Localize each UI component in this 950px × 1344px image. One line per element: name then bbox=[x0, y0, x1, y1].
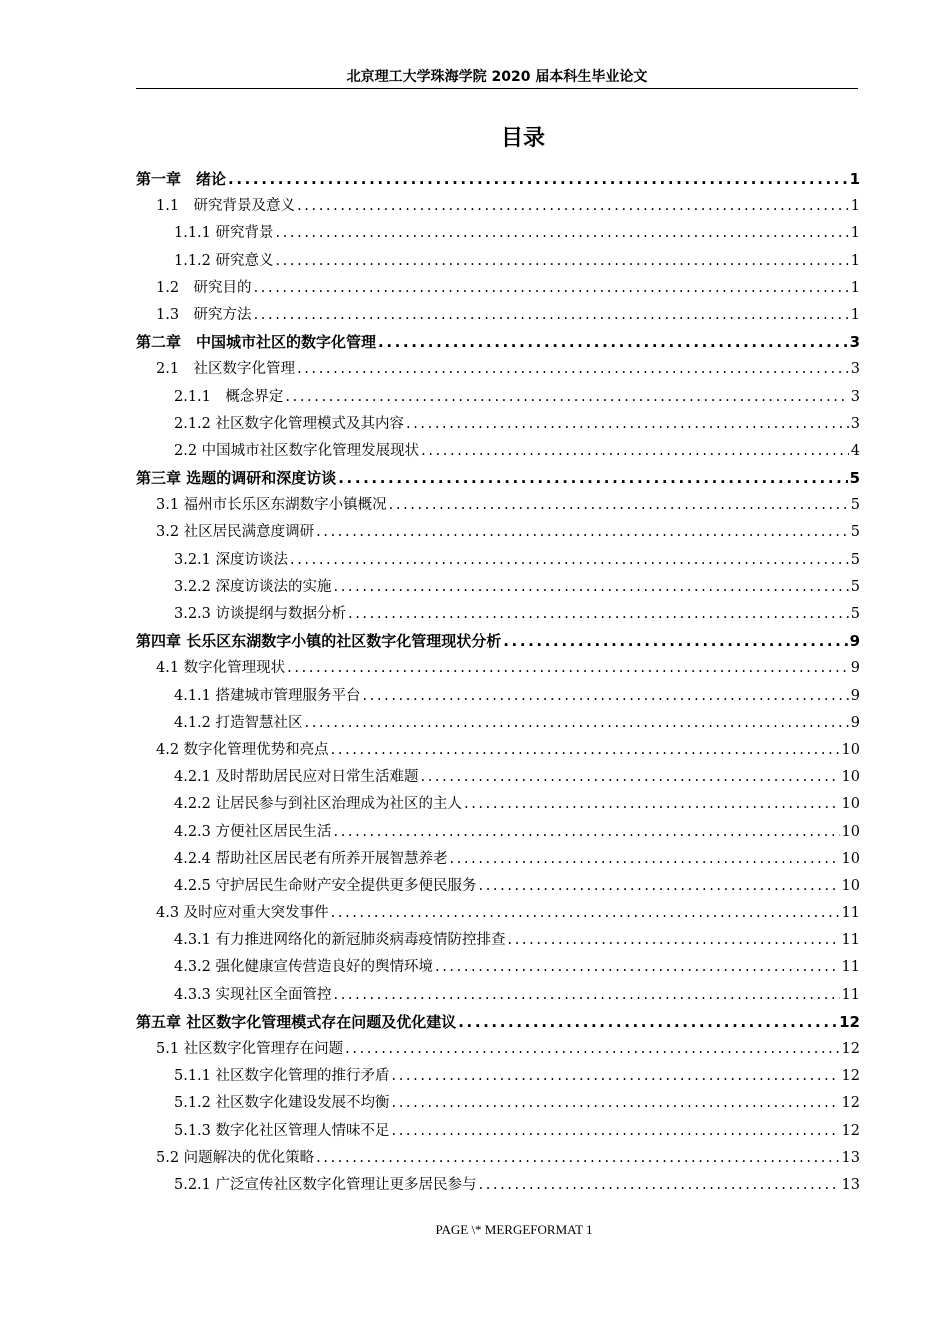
dot-leader bbox=[334, 574, 849, 601]
toc-entry[interactable] bbox=[136, 683, 860, 710]
toc-entry-page-number: 1 bbox=[850, 225, 860, 242]
toc-entry-page-number: 1 bbox=[850, 306, 860, 323]
toc-entry-label: 5.2.1 广泛宣传社区数字化管理让更多居民参与 bbox=[174, 1176, 477, 1193]
toc-entry[interactable] bbox=[136, 819, 860, 846]
dot-leader bbox=[338, 465, 847, 492]
toc-entry-label: 1.3 研究方法 bbox=[156, 306, 252, 323]
toc-entry[interactable] bbox=[136, 220, 860, 247]
toc-entry-page-number: 5 bbox=[850, 606, 860, 622]
toc-entry-page-number: 11 bbox=[841, 986, 860, 1003]
toc-entry-label: 4.2.2 让居民参与到社区治理成为社区的主人 bbox=[174, 796, 463, 813]
toc-entry-page-number: 4 bbox=[850, 442, 860, 459]
toc-entry-page-number: 5 bbox=[849, 469, 860, 488]
toc-entry[interactable] bbox=[136, 791, 860, 818]
toc-entry-page-number: 10 bbox=[841, 769, 860, 786]
dot-leader bbox=[348, 601, 849, 628]
dot-leader bbox=[464, 791, 840, 818]
toc-entry-label: 2.1.1 概念界定 bbox=[174, 388, 284, 405]
toc-entry-page-number: 12 bbox=[841, 1068, 860, 1085]
toc-entry-page-number: 1 bbox=[849, 170, 860, 188]
toc-entry-page-number: 12 bbox=[841, 1095, 860, 1112]
toc-entry-page-number: 3 bbox=[850, 361, 860, 378]
toc-entry[interactable] bbox=[136, 764, 860, 791]
toc-entry[interactable] bbox=[136, 329, 860, 356]
toc-entry[interactable] bbox=[136, 465, 860, 492]
dot-leader bbox=[334, 819, 840, 846]
dot-leader bbox=[406, 411, 849, 438]
toc-entry-label: 1.1.2 研究意义 bbox=[174, 252, 274, 269]
toc-entry-label: 1.1.1 研究背景 bbox=[174, 225, 274, 242]
toc-entry[interactable] bbox=[136, 193, 860, 220]
toc-entry[interactable] bbox=[136, 438, 860, 465]
toc-entry[interactable] bbox=[136, 356, 860, 383]
header-title: 北京理工大学珠海学院 2020 届本科生毕业论文 bbox=[346, 69, 648, 85]
toc-entry[interactable] bbox=[136, 846, 860, 873]
page-header bbox=[136, 68, 858, 89]
toc-entry-label: 5.1.3 数字化社区管理人情味不足 bbox=[174, 1122, 390, 1139]
toc-entry[interactable] bbox=[136, 1036, 860, 1063]
dot-leader bbox=[297, 193, 849, 220]
toc-entry[interactable] bbox=[136, 248, 860, 275]
dot-leader bbox=[479, 1172, 840, 1199]
dot-leader bbox=[392, 1063, 840, 1090]
dot-leader bbox=[421, 764, 840, 791]
dot-leader bbox=[285, 384, 848, 411]
toc-entry-page-number: 1 bbox=[850, 279, 860, 296]
dot-leader bbox=[316, 519, 849, 546]
toc-entry-label: 第三章 选题的调研和深度访谈 bbox=[136, 469, 337, 488]
toc-entry-label: 4.2.5 守护居民生命财产安全提供更多便民服务 bbox=[174, 877, 477, 894]
toc-entry[interactable] bbox=[136, 574, 860, 601]
toc-entry-page-number: 9 bbox=[850, 687, 860, 704]
dot-leader bbox=[389, 492, 849, 519]
dot-leader bbox=[290, 547, 849, 574]
toc-entry[interactable] bbox=[136, 1172, 860, 1199]
dot-leader bbox=[363, 683, 849, 710]
toc-entry-page-number: 3 bbox=[849, 333, 860, 352]
dot-leader bbox=[287, 655, 849, 682]
toc-entry[interactable] bbox=[136, 275, 860, 302]
toc-entry-page-number: 5 bbox=[850, 524, 860, 541]
toc-entry-page-number: 12 bbox=[841, 1041, 860, 1057]
toc-entry-label: 3.2.2 深度访谈法的实施 bbox=[174, 578, 332, 595]
dot-leader bbox=[254, 275, 849, 302]
toc-entry[interactable] bbox=[136, 628, 860, 655]
toc-entry-page-number: 10 bbox=[841, 796, 860, 813]
table-of-contents bbox=[136, 166, 860, 1199]
toc-title: 目录 bbox=[500, 126, 545, 151]
toc-entry[interactable] bbox=[136, 710, 860, 737]
toc-entry-label: 3.2.1 深度访谈法 bbox=[174, 551, 289, 568]
toc-entry-label: 4.3.1 有力推进网络化的新冠肺炎病毒疫情防控排查 bbox=[174, 932, 506, 949]
toc-entry-label: 第五章 社区数字化管理模式存在问题及优化建议 bbox=[136, 1012, 457, 1031]
dot-leader bbox=[305, 710, 849, 737]
toc-entry[interactable] bbox=[136, 737, 860, 764]
toc-entry[interactable] bbox=[136, 655, 860, 682]
toc-entry-label: 3.1 福州市长乐区东湖数字小镇概况 bbox=[156, 497, 387, 514]
toc-entry-label: 5.2 问题解决的优化策略 bbox=[156, 1149, 315, 1166]
toc-entry-label: 2.2 中国城市社区数字化管理发展现状 bbox=[174, 442, 420, 459]
toc-entry-label: 4.3 及时应对重大突发事件 bbox=[156, 905, 329, 922]
toc-entry-label: 第一章 绪论 bbox=[136, 170, 227, 188]
toc-entry-label: 4.1.1 搭建城市管理服务平台 bbox=[174, 687, 361, 704]
toc-entry-page-number: 10 bbox=[841, 877, 860, 894]
toc-entry-page-number: 9 bbox=[850, 714, 860, 731]
toc-entry-page-number: 13 bbox=[841, 1176, 860, 1193]
toc-entry-label: 1.1 研究背景及意义 bbox=[156, 198, 296, 215]
toc-entry[interactable] bbox=[136, 601, 860, 628]
toc-entry-page-number: 5 bbox=[850, 551, 860, 568]
toc-entry-label: 第四章 长乐区东湖数字小镇的社区数字化管理现状分析 bbox=[136, 632, 502, 651]
dot-leader bbox=[331, 900, 840, 927]
dot-leader bbox=[503, 628, 847, 655]
toc-entry-page-number: 11 bbox=[841, 932, 860, 949]
toc-entry[interactable] bbox=[136, 954, 860, 981]
toc-entry-label: 4.1.2 打造智慧社区 bbox=[174, 714, 303, 731]
toc-entry-label: 4.1 数字化管理现状 bbox=[156, 660, 286, 677]
toc-entry[interactable] bbox=[136, 519, 860, 546]
toc-entry[interactable] bbox=[136, 166, 860, 193]
dot-leader bbox=[450, 846, 840, 873]
dot-leader bbox=[458, 1009, 837, 1036]
dot-leader bbox=[334, 982, 840, 1009]
toc-entry[interactable] bbox=[136, 873, 860, 900]
dot-leader bbox=[276, 220, 849, 247]
toc-entry-label: 2.1 社区数字化管理 bbox=[156, 361, 296, 378]
page-footer: PAGE \* MERGEFORMAT 1 bbox=[435, 1222, 593, 1237]
toc-entry[interactable] bbox=[136, 492, 860, 519]
toc-entry-label: 4.3.2 强化健康宣传营造良好的舆情环境 bbox=[174, 959, 434, 976]
toc-entry[interactable] bbox=[136, 1090, 860, 1117]
toc-entry[interactable] bbox=[136, 384, 860, 411]
toc-entry-page-number: 13 bbox=[841, 1149, 860, 1166]
toc-entry-page-number: 5 bbox=[850, 578, 860, 595]
toc-entry-page-number: 5 bbox=[850, 497, 860, 514]
dot-leader bbox=[276, 248, 849, 275]
toc-entry[interactable] bbox=[136, 547, 860, 574]
toc-entry-page-number: 12 bbox=[839, 1012, 860, 1031]
toc-entry-page-number: 10 bbox=[841, 823, 860, 840]
toc-entry-label: 4.2 数字化管理优势和亮点 bbox=[156, 741, 329, 758]
toc-entry-page-number: 10 bbox=[841, 741, 860, 758]
dot-leader bbox=[421, 438, 849, 465]
toc-entry-label: 2.1.2 社区数字化管理模式及其内容 bbox=[174, 415, 405, 432]
toc-entry-label: 1.2 研究目的 bbox=[156, 279, 252, 296]
toc-entry[interactable] bbox=[136, 302, 860, 329]
dot-leader bbox=[508, 927, 840, 954]
toc-entry-label: 5.1 社区数字化管理存在问题 bbox=[156, 1041, 344, 1057]
toc-entry-label: 5.1.2 社区数字化建设发展不均衡 bbox=[174, 1095, 390, 1112]
toc-entry-label: 3.2 社区居民满意度调研 bbox=[156, 524, 315, 541]
toc-entry-page-number: 9 bbox=[850, 660, 860, 677]
dot-leader bbox=[228, 166, 848, 193]
toc-entry[interactable] bbox=[136, 1063, 860, 1090]
toc-entry-label: 第二章 中国城市社区的数字化管理 bbox=[136, 333, 377, 352]
toc-entry[interactable] bbox=[136, 1009, 860, 1036]
toc-entry-page-number: 3 bbox=[850, 415, 860, 432]
toc-entry-page-number: 1 bbox=[850, 198, 860, 215]
toc-entry-page-number: 11 bbox=[841, 905, 860, 922]
dot-leader bbox=[479, 873, 840, 900]
toc-entry-page-number: 12 bbox=[841, 1122, 860, 1139]
toc-entry[interactable] bbox=[136, 927, 860, 954]
dot-leader bbox=[331, 737, 840, 764]
toc-entry-page-number: 10 bbox=[841, 850, 860, 867]
toc-entry[interactable] bbox=[136, 411, 860, 438]
dot-leader bbox=[297, 356, 849, 383]
dot-leader bbox=[435, 954, 840, 981]
toc-entry-label: 4.2.1 及时帮助居民应对日常生活难题 bbox=[174, 769, 419, 786]
toc-entry-label: 4.3.3 实现社区全面管控 bbox=[174, 986, 332, 1003]
toc-entry-page-number: 11 bbox=[841, 959, 860, 976]
toc-entry[interactable] bbox=[136, 982, 860, 1009]
toc-entry-label: 3.2.3 访谈提纲与数据分析 bbox=[174, 606, 347, 622]
dot-leader bbox=[392, 1090, 840, 1117]
toc-entry-page-number: 9 bbox=[849, 632, 860, 651]
toc-entry[interactable] bbox=[136, 900, 860, 927]
dot-leader bbox=[378, 329, 848, 356]
toc-entry-label: 5.1.1 社区数字化管理的推行矛盾 bbox=[174, 1068, 390, 1085]
dot-leader bbox=[316, 1145, 839, 1172]
dot-leader bbox=[254, 302, 849, 329]
toc-entry[interactable] bbox=[136, 1145, 860, 1172]
toc-entry-label: 4.2.4 帮助社区居民老有所养开展智慧养老 bbox=[174, 850, 448, 867]
toc-entry-label: 4.2.3 方便社区居民生活 bbox=[174, 823, 332, 840]
toc-entry-page-number: 3 bbox=[850, 388, 860, 405]
dot-leader bbox=[345, 1036, 839, 1063]
dot-leader bbox=[392, 1118, 840, 1145]
toc-entry-page-number: 1 bbox=[850, 252, 860, 269]
toc-entry[interactable] bbox=[136, 1118, 860, 1145]
